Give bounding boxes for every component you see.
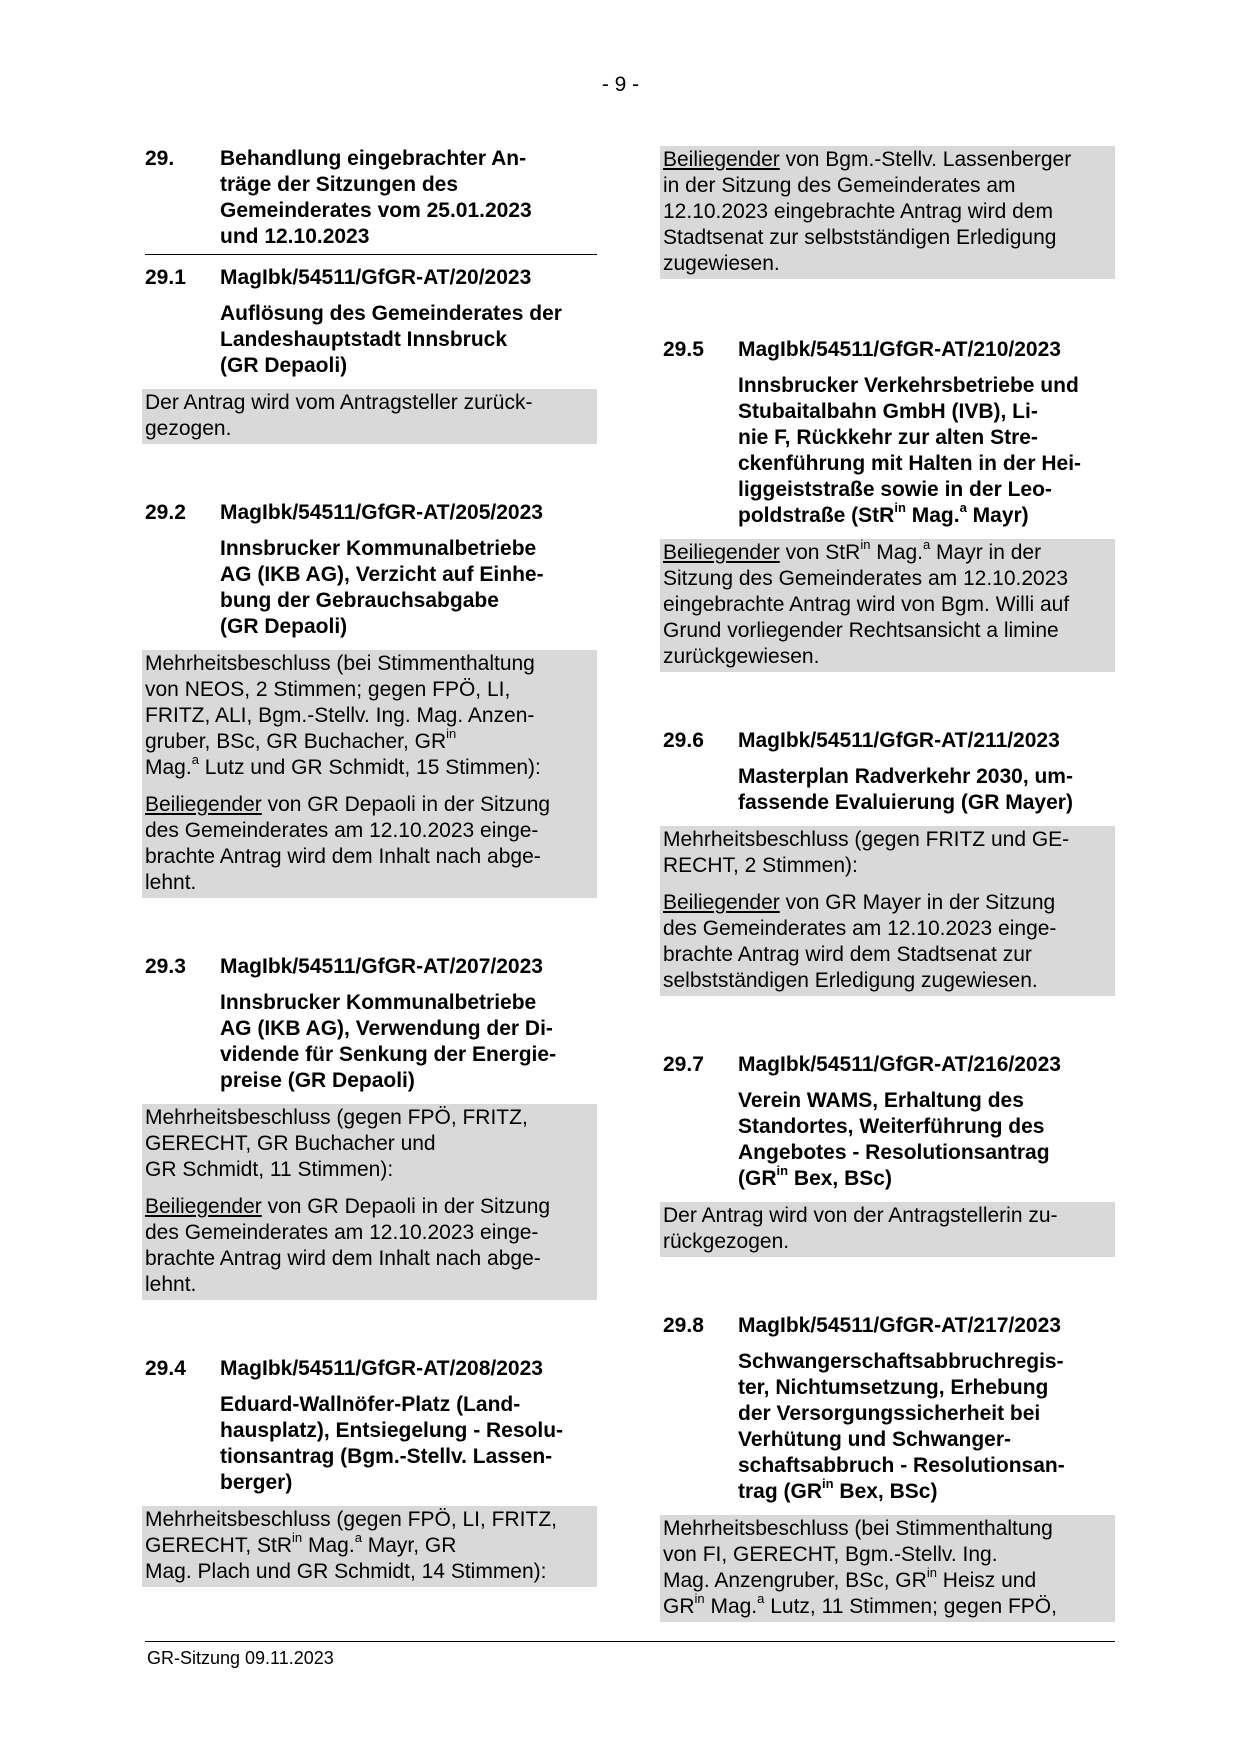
- item-header: [145, 1356, 597, 1382]
- item-number: 29.4: [145, 1357, 186, 1380]
- item-title: Innsbrucker Verkehrsbetriebe und Stubaitalbahn GmbH (IVB), Li- nie F, Rückkehr zur alten Stre- ckenführung mit Halten in der Hei- liggeiststraße sowie in der Leo- poldstraße (StR$^{in}$ Mag.$^a$ Mayr): [738, 374, 1082, 527]
- page-number: - 9 -: [601, 73, 640, 96]
- item-reference: MagIbk/54511/GfGR-AT/210/2023: [738, 338, 1061, 361]
- decision-text: Beiliegender von StR$^{in}$ Mag.$^a$ Mayr in der Sitzung des Gemeinderates am 12.10.2023 eingebrachte Antrag wird von Bgm. Willi auf Grund vorliegender Rechtsansicht a limine zurückgewiesen.: [663, 537, 1070, 668]
- item-reference: MagIbk/54511/GfGR-AT/205/2023: [220, 501, 543, 524]
- item-number: 29.6: [663, 729, 704, 752]
- vote-text: Mehrheitsbeschluss (bei Stimmenthaltung von FI, GERECHT, Bgm.-Stellv. Ing. Mag. Anzengruber, BSc, $GR^{in}$ Heisz und $GR^{in}$ Mag.$^a$ Lutz, 11 Stimmen; gegen FPÖ,: [663, 1517, 1057, 1618]
- item-reference: MagIbk/54511/GfGR-AT/208/2023: [220, 1357, 543, 1380]
- decision-link: Beiliegender: [145, 793, 262, 816]
- resolution-box: [660, 826, 1115, 996]
- resolution-text: Der Antrag wird von der Antragstellerin zu- rückgezogen.: [663, 1204, 1058, 1253]
- item-title: Innsbrucker Kommunalbetriebe AG (IKB AG), Verwendung der Di- vidende für Senkung der Energie- preise (GR Depaoli): [220, 991, 557, 1092]
- resolution-box: [142, 1506, 597, 1587]
- decision-text: Beiliegender von GR Mayer in der Sitzung des Gemeinderates am 12.10.2023 einge- brachte Antrag wird dem Stadtsenat zur selbstständigen Erledigung zugewiesen.: [663, 891, 1057, 992]
- item-title: Innsbrucker Kommunalbetriebe AG (IKB AG), Verzicht auf Einhe- bung der Gebrauchsabgabe (GR Depaoli): [220, 537, 544, 638]
- item-number: 29.8: [663, 1314, 704, 1337]
- resolution-box: [660, 1202, 1115, 1257]
- item-number: 29.7: [663, 1053, 704, 1076]
- item-number: 29.5: [663, 338, 704, 361]
- resolution-box: [142, 389, 597, 444]
- item-number: 29.1: [145, 266, 186, 289]
- item-header: [145, 954, 597, 980]
- section-heading: [145, 146, 597, 255]
- item-header: [663, 337, 1115, 363]
- vote-text: Mehrheitsbeschluss (gegen FPÖ, LI, FRITZ, GERECHT, StR$^{in}$ Mag.$^a$ Mayr, GR Mag. Plach und GR Schmidt, 14 Stimmen):: [145, 1508, 557, 1583]
- vote-text: Mehrheitsbeschluss (gegen FPÖ, FRITZ, GERECHT, GR Buchacher und GR Schmidt, 11 Stimmen):: [145, 1106, 528, 1181]
- right-column: [663, 146, 1115, 1622]
- item-header: [145, 500, 597, 526]
- footer-divider: [145, 1641, 1115, 1642]
- item-reference: MagIbk/54511/GfGR-AT/211/2023: [738, 729, 1060, 752]
- decision-text: Beiliegender von GR Depaoli in der Sitzung des Gemeinderates am 12.10.2023 einge- brachte Antrag wird dem Inhalt nach abge- lehnt.: [145, 1195, 551, 1296]
- item-title: Auflösung des Gemeinderates der Landeshauptstadt Innsbruck (GR Depaoli): [220, 302, 562, 377]
- item-reference: MagIbk/54511/GfGR-AT/217/2023: [738, 1314, 1061, 1337]
- item-header: [663, 728, 1115, 754]
- item-reference: MagIbk/54511/GfGR-AT/20/2023: [220, 266, 532, 289]
- vote-text: Mehrheitsbeschluss (bei Stimmenthaltung von NEOS, 2 Stimmen; gegen FPÖ, LI, FRITZ, ALI, Bgm.-Stellv. Ing. Mag. Anzen- gruber, BSc, GR Buchacher, $GR^{in}$ Mag.$^a$ Lutz und GR Schmidt, 15 Stimmen):: [145, 652, 541, 779]
- resolution-box: [660, 146, 1115, 279]
- item-header: [145, 265, 597, 291]
- resolution-box: [142, 650, 597, 898]
- item-title: Eduard-Wallnöfer-Platz (Land- hausplatz), Entsiegelung - Resolu- tionsantrag (Bgm.-Stellv. Lassen- berger): [220, 1393, 564, 1494]
- decision-link: Beiliegender: [663, 148, 780, 171]
- item-number: 29.2: [145, 501, 186, 524]
- resolution-text: Der Antrag wird vom Antragsteller zurück- gezogen.: [145, 391, 533, 440]
- left-column: [145, 146, 597, 1587]
- decision-text: Beiliegender von Bgm.-Stellv. Lassenberger in der Sitzung des Gemeinderates am 12.10.2023 eingebrachte Antrag wird dem Stadtsenat zur selbstständigen Erledigung zugewiesen.: [663, 148, 1072, 275]
- item-title: Schwangerschaftsabbruchregis- ter, Nichtumsetzung, Erhebung der Versorgungssicherheit bei Verhütung und Schwanger- schaftsabbruch - Resolutionsan- trag ($GR^{in}$ Bex, BSc): [738, 1350, 1065, 1503]
- item-header: [663, 1313, 1115, 1339]
- item-title: Masterplan Radverkehr 2030, um- fassende Evaluierung (GR Mayer): [738, 765, 1073, 814]
- decision-link: Beiliegender: [663, 541, 780, 564]
- section-number: 29.: [145, 147, 175, 170]
- decision-link: Beiliegender: [145, 1195, 262, 1218]
- decision-link: Beiliegender: [663, 891, 780, 914]
- decision-text: Beiliegender von GR Depaoli in der Sitzung des Gemeinderates am 12.10.2023 einge- brachte Antrag wird dem Inhalt nach abge- lehnt.: [145, 793, 551, 894]
- footer-text: GR-Sitzung 09.11.2023: [147, 1648, 334, 1668]
- resolution-box: [142, 1104, 597, 1300]
- vote-text: Mehrheitsbeschluss (gegen FRITZ und GE- RECHT, 2 Stimmen):: [663, 828, 1070, 877]
- section-title: Behandlung eingebrachter An- träge der Sitzungen des Gemeinderates vom 25.01.2023 und 12.10.2023: [220, 147, 532, 248]
- resolution-box: [660, 1515, 1115, 1622]
- item-header: [663, 1052, 1115, 1078]
- resolution-box: [660, 539, 1115, 672]
- item-reference: MagIbk/54511/GfGR-AT/207/2023: [220, 955, 543, 978]
- item-title: Verein WAMS, Erhaltung des Standortes, Weiterführung des Angebotes - Resolutionsantrag ($GR^{in}$ Bex, BSc): [738, 1089, 1050, 1190]
- item-number: 29.3: [145, 955, 186, 978]
- item-reference: MagIbk/54511/GfGR-AT/216/2023: [738, 1053, 1061, 1076]
